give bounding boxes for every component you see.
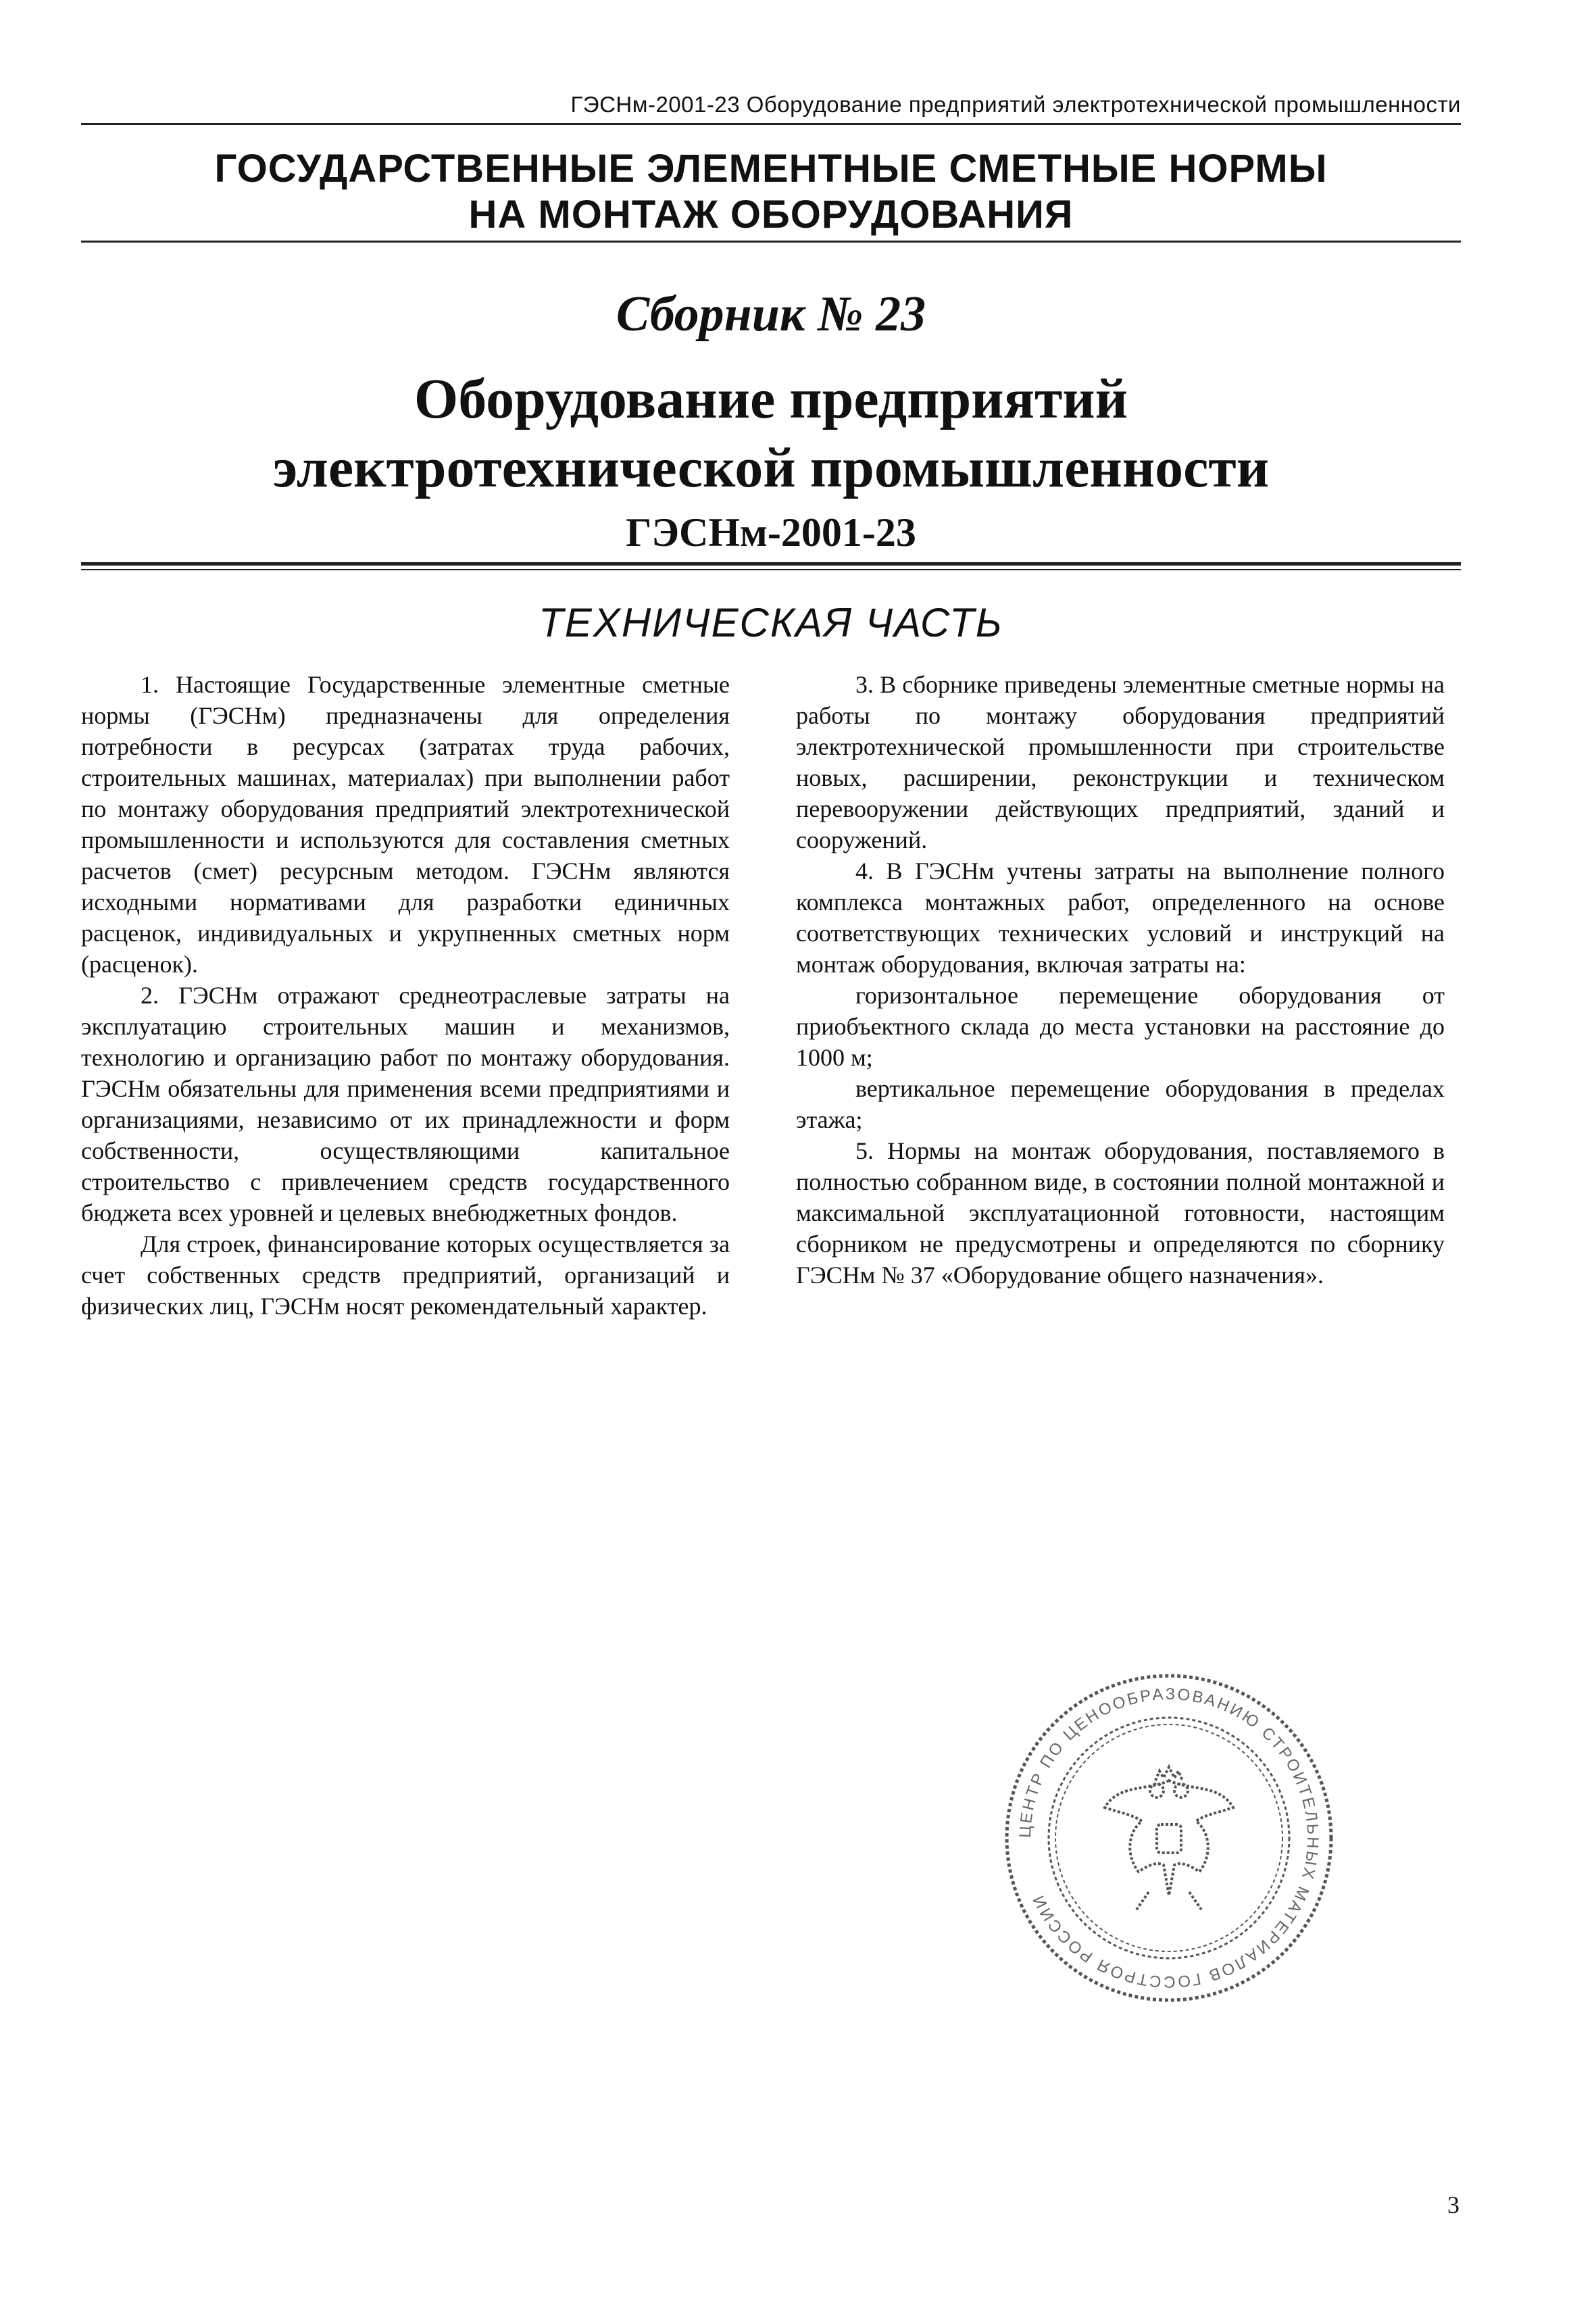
main-title-line-2: электротехнической промышленности [272, 437, 1270, 499]
svg-text:ЦЕНТР ПО ЦЕНООБРАЗОВАНИЮ СТРОИ [1016, 1685, 1322, 1991]
main-title-line-1: Оборудование предприятий [414, 368, 1128, 430]
right-column [796, 669, 1445, 1291]
title-rule [81, 241, 1461, 243]
paragraph: 4. В ГЭСНм учтены затраты на выполнение полного комплекса монтажных работ, определенного на основе соответствующих технических условий и инструкций на монтаж оборудования, включая затраты на: [796, 857, 1445, 978]
paragraph: 5. Нормы на монтаж оборудования, поставляемого в полностью собранном виде, в состоянии полной монтажной и максимальной эксплуатационной готовности, настоящим сборником не предусмотрены и определяются по сборнику ГЭСНм № 37 «Оборудование общего назначения». [796, 1137, 1445, 1289]
paragraph: 1. Настоящие Государственные элементные сметные нормы (ГЭСНм) предназначены для определения потребности в ресурсах (затратах труда рабочих, строительных машинах, материалах) при выполнении работ по монтажу оборудования предприятий электротехнической промышленности и используются для составления сметных расчетов (смет) ресурсным методом. ГЭСНм являются исходными нормативами для разработки единичных расценок, индивидуальных и укрупненных сметных норм (расценок). [81, 671, 730, 978]
code-rule-thick [81, 562, 1461, 566]
code-rule-thin [81, 569, 1461, 570]
paragraph: 3. В сборнике приведены элементные сметные нормы на работы по монтажу оборудования предприятий электротехнической промышленности при строительстве новых, расширении, реконструкции и техническом перевооружении действующих предприятий, зданий и сооружений. [796, 671, 1445, 853]
page-number: 3 [1447, 2191, 1460, 2218]
paragraph: Для строек, финансирование которых осуществляется за счет собственных средств предприятий, организаций и физических лиц, ГЭСНм носят рекомендательный характер. [81, 1230, 730, 1320]
main-title [81, 365, 1461, 503]
paragraph: горизонтальное перемещение оборудования от приобъектного склада до места установки на расстояние до 1000 м; [796, 982, 1445, 1071]
paragraph: 2. ГЭСНм отражают среднеотраслевые затраты на эксплуатацию строительных машин и механизмов, технологию и организацию работ по монтажу оборудования. ГЭСНм обязательны для применения всеми предприятиями и организациями, независимо от их принадлежности и форм собственности, осуществляющими капитальное строительство с привлечением средств государственного бюджета всех уровней и целевых внебюджетных фондов. [81, 982, 730, 1226]
document-title-line-2: НА МОНТАЖ ОБОРУДОВАНИЯ [468, 193, 1074, 237]
eagle-emblem-icon [1105, 1767, 1233, 1910]
seal-ring-text: ЦЕНТР ПО ЦЕНООБРАЗОВАНИЮ СТРОИТЕЛЬНЫХ МАТЕРИАЛОВ ГОССТРОЯ РОССИИ [1016, 1685, 1322, 1991]
document-title-line-1: ГОСУДАРСТВЕННЫЕ ЭЛЕМЕНТНЫЕ СМЕТНЫЕ НОРМЫ [214, 147, 1328, 191]
paragraph: вертикальное перемещение оборудования в пределах этажа; [796, 1075, 1445, 1133]
header-rule [81, 123, 1461, 125]
collection-number: Сборник № 23 [616, 287, 926, 342]
official-seal-icon [980, 1662, 1358, 2014]
section-title: ТЕХНИЧЕСКАЯ ЧАСТЬ [539, 600, 1003, 645]
left-column [81, 669, 730, 1322]
document-code: ГЭСНм-2001-23 [626, 510, 916, 555]
running-header: ГЭСНм-2001-23 Оборудование предприятий электротехнической промышленности [570, 92, 1461, 117]
document-title [81, 146, 1461, 238]
